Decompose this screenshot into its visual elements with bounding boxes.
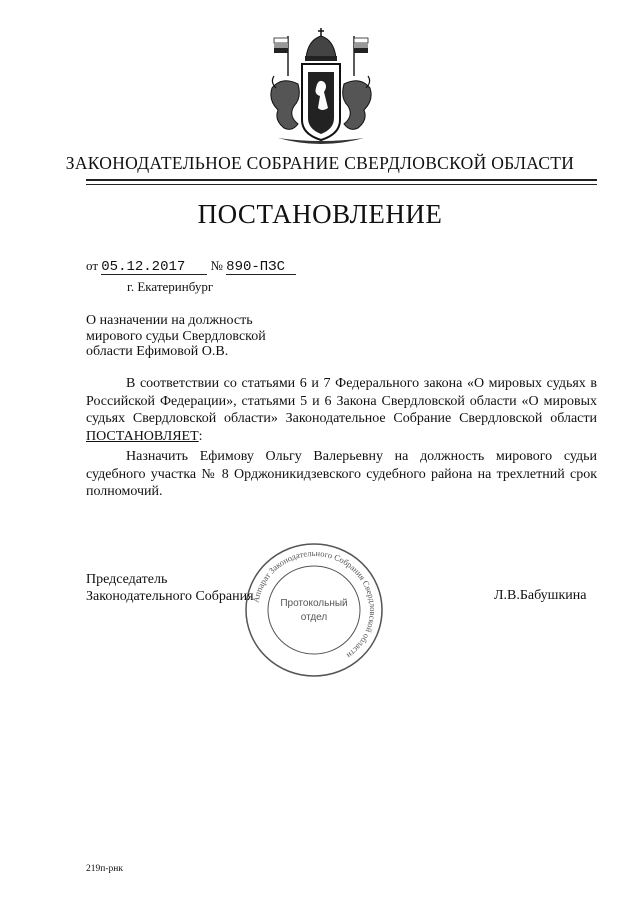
organization-name: ЗАКОНОДАТЕЛЬНОЕ СОБРАНИЕ СВЕРДЛОВСКОЙ ОБЛАСТИ xyxy=(65,153,575,173)
body-paragraph-1-text: В соответствии со статьями 6 и 7 Федерального закона «О мировых судьях в Российской Федерации», статьями 5 и 6 Закона Свердловской области «О мировых судьях Свердловской области» Законодательное Собрание Свердловской области xyxy=(86,376,597,426)
signatory-title xyxy=(86,571,254,605)
document-city: г. Екатеринбург xyxy=(127,279,214,294)
signatory-title-line-1: Председатель xyxy=(86,572,168,587)
shield-icon xyxy=(302,64,340,140)
document-type-title: ПОСТАНОВЛЕНИЕ xyxy=(197,199,443,229)
coat-of-arms-emblem xyxy=(258,28,384,150)
signatory-title-line-2: Законодательного Собрания xyxy=(86,589,254,604)
right-flag-icon xyxy=(354,36,368,76)
header-rule-thick xyxy=(86,179,597,181)
document-number xyxy=(226,260,296,275)
document-date-value: 05.12.2017 xyxy=(101,259,186,275)
left-sable-supporter-icon xyxy=(271,76,299,129)
date-number-line xyxy=(86,258,296,275)
crown-icon xyxy=(305,28,337,61)
stamp-ring-text: Аппарат Законодательного Собрания Свердловской области xyxy=(250,547,379,661)
document-date xyxy=(101,260,207,275)
signatory-name: Л.В.Бабушкина xyxy=(494,588,587,603)
body-paragraph-1 xyxy=(86,375,597,445)
resolves-colon: : xyxy=(198,428,203,444)
body-paragraph-2 xyxy=(86,448,597,501)
number-prefix: № xyxy=(210,258,223,273)
right-sable-supporter-icon xyxy=(343,76,371,129)
body-paragraph-2-text: Назначить Ефимову Ольгу Валерьевну на должность мирового судьи судебного участка № 8 Орджоникидзевского судебного района на трехлетний срок полномочий. xyxy=(86,449,597,499)
header-rule-thin xyxy=(86,184,597,185)
document-subject xyxy=(86,313,266,360)
date-prefix: от xyxy=(86,258,99,273)
footer-code: 219п-рнк xyxy=(86,864,123,874)
resolves-keyword: ПОСТАНОВЛЯЕТ xyxy=(86,428,199,444)
stamp-center-line-1: Протокольный xyxy=(280,598,348,609)
stamp-center-line-2: отдел xyxy=(300,612,328,623)
left-flag-icon xyxy=(274,36,288,76)
subject-line-2: мирового судьи Свердловской xyxy=(86,328,266,344)
subject-line-3: области Ефимовой О.В. xyxy=(86,344,229,359)
protocol-department-stamp xyxy=(240,540,388,680)
document-number-value: 890-ПЗС xyxy=(226,259,285,275)
subject-line-1: О назначении на должность xyxy=(86,313,253,328)
